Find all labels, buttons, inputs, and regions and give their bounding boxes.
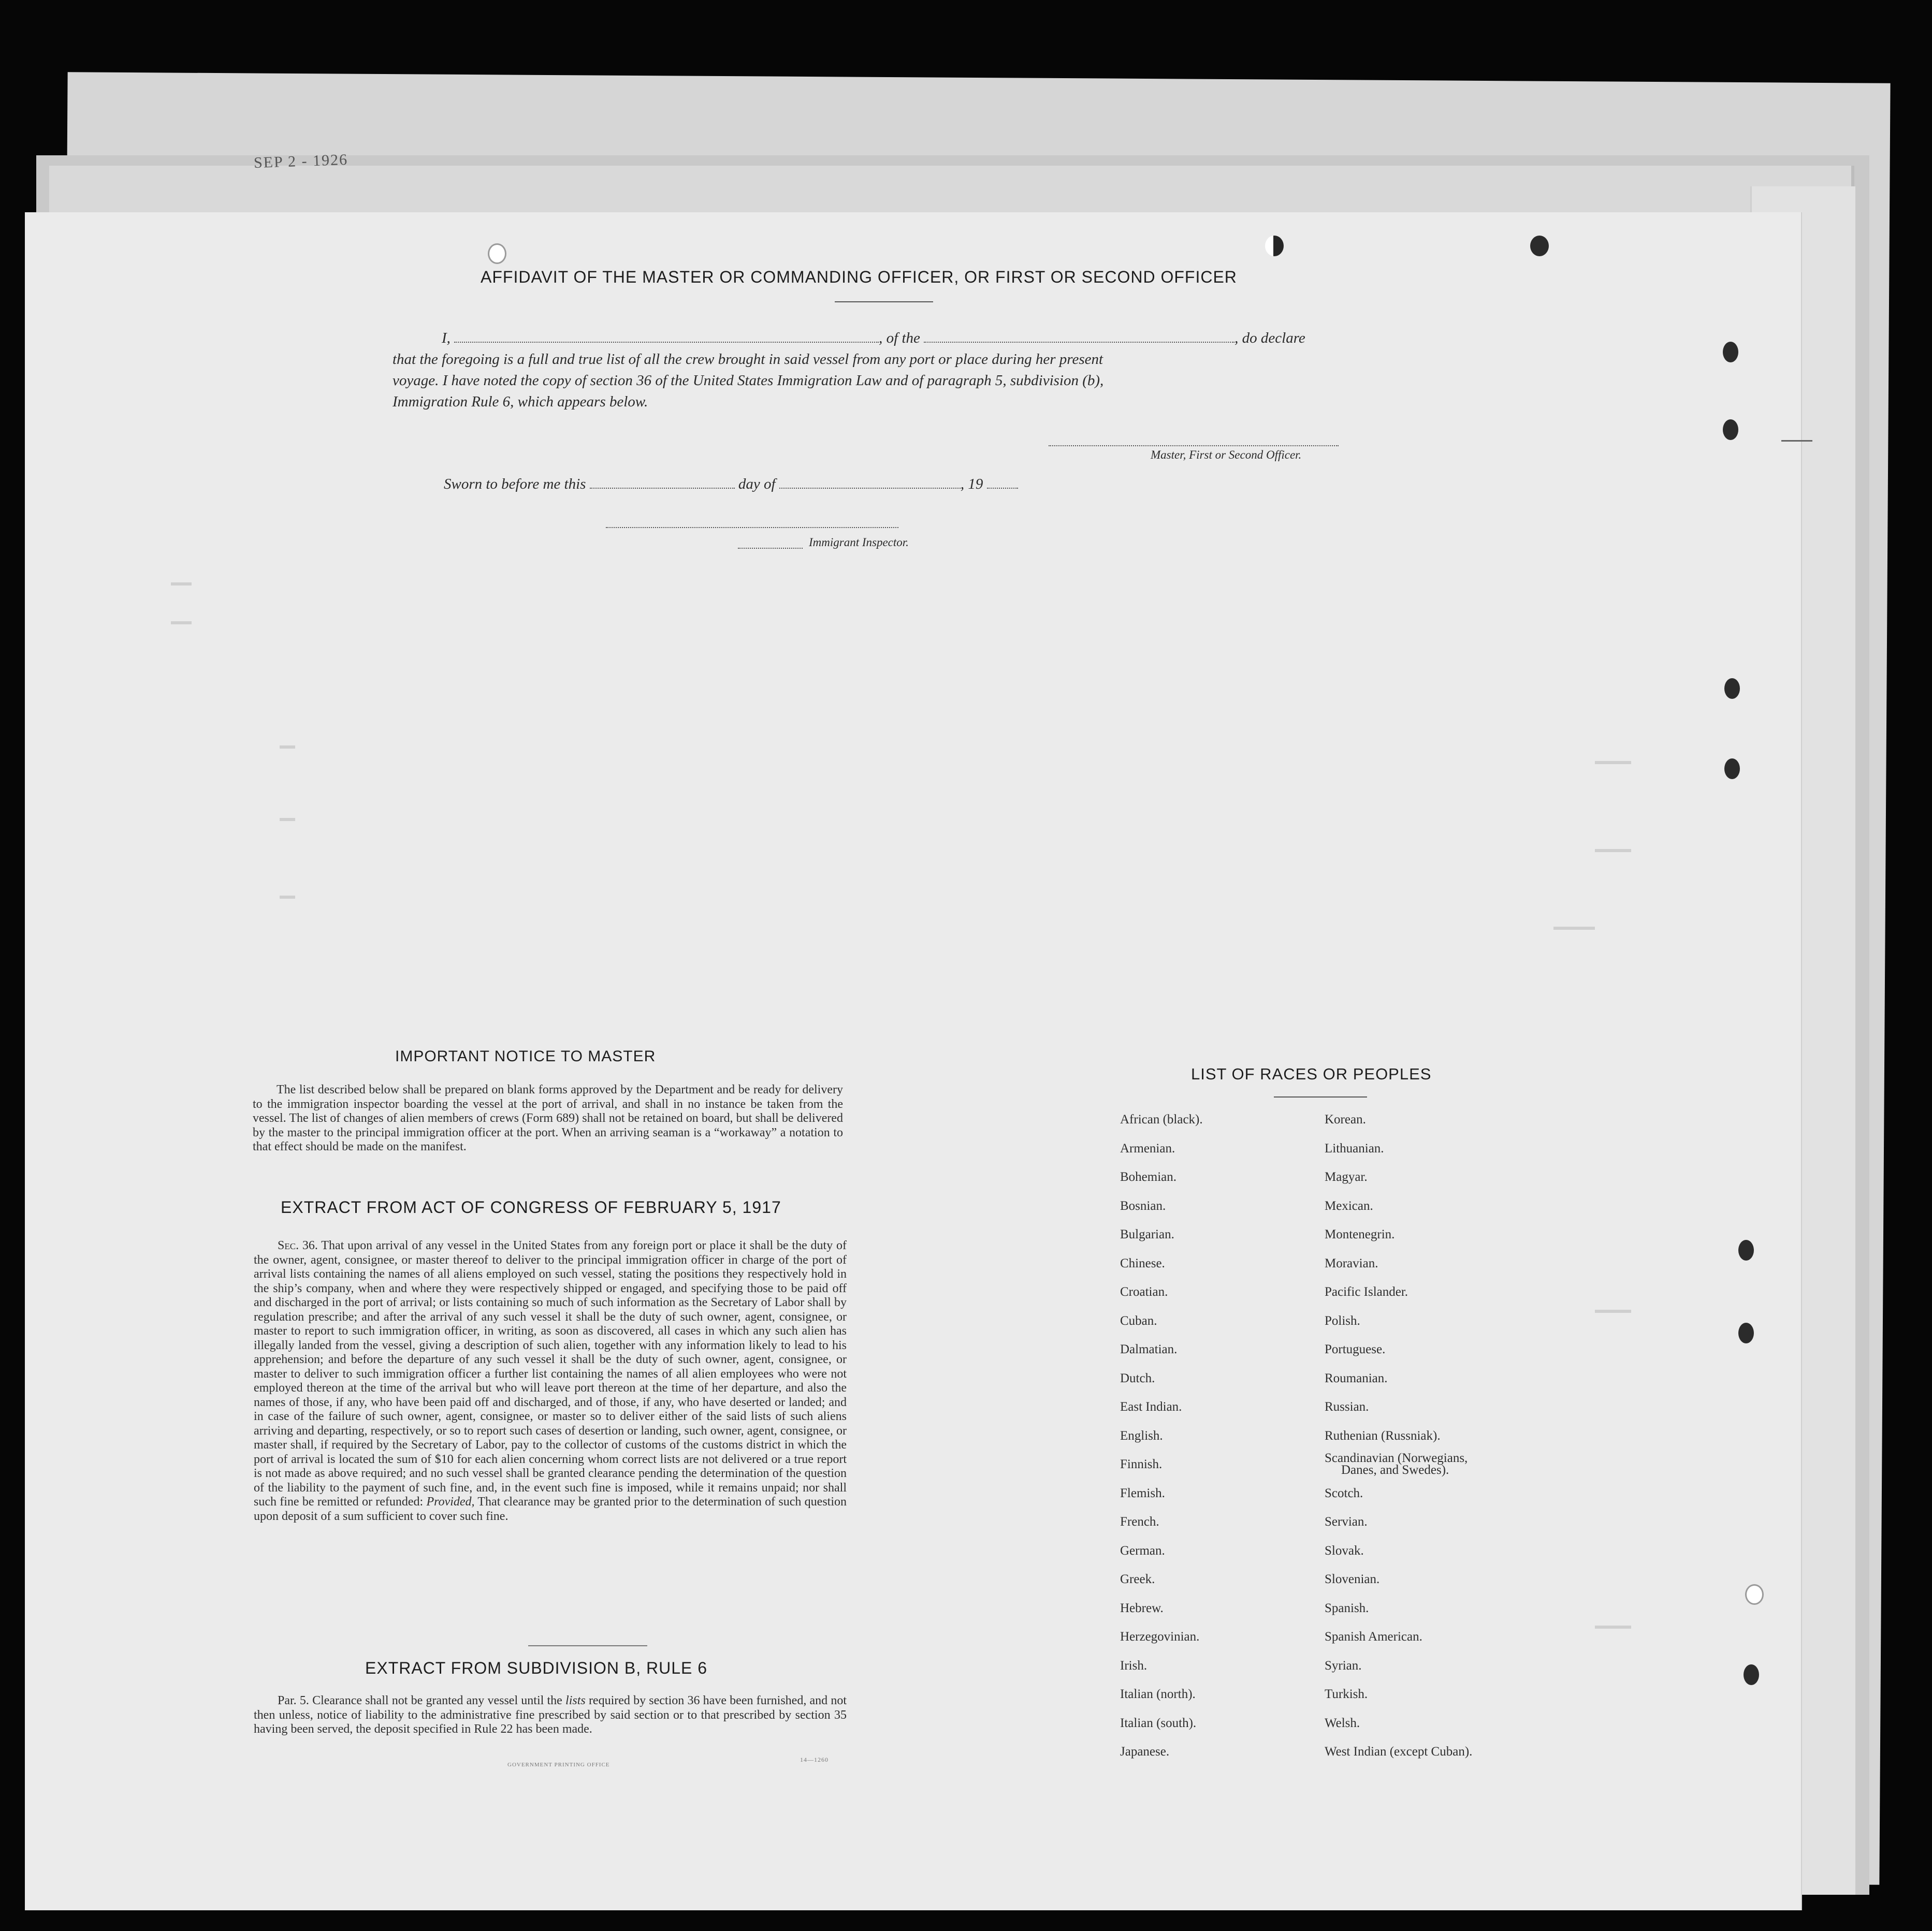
race-item: Bosnian. — [1120, 1198, 1166, 1213]
race-item-scandinavian: Scandinavian (Norwegians, — [1325, 1451, 1468, 1465]
sworn-year-blank[interactable] — [987, 475, 1018, 489]
race-item: Russian. — [1325, 1400, 1369, 1414]
race-item: Ruthenian (Russniak). — [1325, 1428, 1441, 1443]
affidavit-declare: , do declare — [1234, 330, 1305, 346]
race-item: Hebrew. — [1120, 1601, 1164, 1615]
punch-hole — [1723, 419, 1738, 440]
affidavit-heading: AFFIDAVIT OF THE MASTER OR COMMANDING OFFICER, OR FIRST OR SECOND OFFICER — [481, 268, 1237, 286]
lists-word: lists — [565, 1694, 586, 1707]
races-column-1 — [1120, 1105, 1203, 1766]
vessel-blank[interactable] — [924, 329, 1234, 343]
ghost-mark — [280, 896, 295, 899]
race-item: Chinese. — [1120, 1256, 1165, 1270]
race-item-scandinavian-cont: Danes, and Swedes). — [1341, 1463, 1449, 1477]
affidavit-of-the: , of the — [879, 330, 920, 346]
sworn-day-blank[interactable] — [590, 475, 735, 489]
name-blank[interactable] — [454, 329, 879, 343]
race-item: Bohemian. — [1120, 1170, 1177, 1184]
ghost-mark — [1553, 927, 1595, 930]
form-number: 14—1260 — [800, 1756, 829, 1763]
ghost-mark — [1781, 440, 1812, 442]
punch-hole — [488, 243, 506, 264]
punch-hole — [1738, 1323, 1754, 1343]
race-item: Slovenian. — [1325, 1572, 1380, 1586]
section-divider — [528, 1645, 647, 1646]
inspector-dots — [738, 548, 803, 549]
rule-extract-text — [254, 1694, 847, 1737]
race-item: Irish. — [1120, 1658, 1147, 1673]
punch-hole — [1745, 1584, 1764, 1605]
race-item: Scotch. — [1325, 1486, 1363, 1500]
race-item: Moravian. — [1325, 1256, 1378, 1270]
race-item: Spanish. — [1325, 1601, 1369, 1615]
race-item: Servian. — [1325, 1515, 1368, 1529]
par-label: Par. 5. — [278, 1694, 309, 1707]
race-item: Pacific Islander. — [1325, 1285, 1408, 1299]
rule-text-b: required by section 36 have been furnished, and not then unless, notice of liability to the administrative fine prescribed by said section or to that prescribed by section 35 having been served, the deposit specified in Rule 22 has been made. — [254, 1694, 847, 1736]
race-item: English. — [1120, 1428, 1163, 1443]
race-item: Magyar. — [1325, 1170, 1368, 1184]
printer-mark: GOVERNMENT PRINTING OFFICE — [507, 1762, 610, 1768]
punch-hole — [1265, 236, 1284, 256]
ghost-mark — [1595, 1626, 1631, 1629]
notice-body — [253, 1083, 843, 1154]
act-text-end: That clearance may be granted prior to the determination of such question upon deposit of a sum sufficient to cover such fine. — [254, 1495, 847, 1523]
sworn-year: , 19 — [960, 476, 983, 492]
race-item: Lithuanian. — [1325, 1141, 1384, 1155]
race-item: Finnish. — [1120, 1457, 1163, 1471]
race-item: Korean. — [1325, 1113, 1366, 1127]
race-item: East Indian. — [1120, 1400, 1182, 1414]
race-item: Italian (south). — [1120, 1716, 1197, 1730]
affidavit-line-1 — [393, 328, 1376, 349]
punch-hole — [1724, 758, 1740, 779]
races-heading: LIST OF RACES OR PEOPLES — [1191, 1065, 1432, 1083]
punch-hole — [1744, 1664, 1759, 1685]
rule-extract-heading: EXTRACT FROM SUBDIVISION B, RULE 6 — [365, 1659, 708, 1677]
race-item: Roumanian. — [1325, 1371, 1388, 1385]
master-signature-line[interactable] — [1049, 445, 1339, 446]
race-item: German. — [1120, 1543, 1165, 1558]
race-item: French. — [1120, 1515, 1159, 1529]
punch-hole — [1723, 342, 1738, 362]
master-signature-label: Master, First or Second Officer. — [1151, 448, 1302, 461]
race-item: Portuguese. — [1325, 1342, 1386, 1356]
ghost-mark — [280, 745, 295, 749]
races-heading-rule — [1274, 1096, 1367, 1098]
sworn-lead: Sworn to before me this — [444, 476, 586, 492]
affidavit-paragraph — [393, 328, 1376, 413]
races-column-2 — [1325, 1105, 1472, 1766]
race-item: Mexican. — [1325, 1198, 1373, 1213]
sworn-month-blank[interactable] — [779, 475, 961, 489]
race-item: Welsh. — [1325, 1716, 1360, 1730]
race-item: Syrian. — [1325, 1658, 1362, 1673]
ghost-mark — [1595, 1310, 1631, 1313]
act-text-main: That upon arrival of any vessel in the United States from any foreign port or place it shall be the duty of the owner, agent, consignee, or master thereof to deliver to the principal immigration officer in charge of the port of arrival lists containing the names of all aliens employed on such vessel, stating the positions they respectively hold in the ship’s company, when and where they were respectively shipped or engaged, and specifying those to be paid off and discharged in the port of arrival; or lists containing so much of such information as the Secretary of Labor shall by regulation prescribe; and after the arrival of any such vessel it shall be the duty of such owner, agent, consignee, or master to report to such immigration officer, in writing, as soon as discovered, all cases in which any such alien has illegally landed from the vessel, giving a description of such alien, together with any information likely to lead to his apprehension; and before the departure of any such vessel it shall be the duty of such owner, agent, consignee, or master to deliver to such immigration officer a further list containing the names of all alien employees who were not employed thereon at the time of the arrival but who will leave port thereon at the time of her departure, and also the names of those, if any, who have been paid off and discharged, and of those, if any, who have deserted or landed; and in case of the failure of such owner, agent, consignee, or master so to deliver either of the said lists of such aliens arriving and departing, respectively, or so to report such cases of desertion or landing, such owner, agent, consignee, or master shall, if required by the Secretary of Labor, pay to the collector of customs of the customs district in which the port of arrival is located the sum of $10 for each alien concerning whom correct lists are not delivered or a true report is not made as above required; and no such vessel shall be granted clearance pending the determination of the question of the liability to the payment of such fine, and, in the event such fine is imposed, while it remains unpaid; nor shall such fine be remitted or refunded: — [254, 1239, 847, 1509]
race-item: Polish. — [1325, 1313, 1360, 1328]
rule-text-a: Clearance shall not be granted any vessel until the — [312, 1694, 562, 1707]
race-item: Italian (north). — [1120, 1687, 1196, 1701]
race-item: West Indian (except Cuban). — [1325, 1745, 1473, 1759]
inspector-signature-line[interactable] — [606, 527, 898, 528]
act-extract-text — [254, 1239, 847, 1524]
race-item: African (black). — [1120, 1113, 1203, 1127]
punch-hole — [1530, 236, 1549, 256]
affidavit-line-3: voyage. I have noted the copy of section 36 of the United States Immigration Law and of paragraph 5, subdivision (b), — [393, 372, 1104, 389]
ghost-mark — [171, 582, 192, 586]
affidavit-line-4: Immigration Rule 6, which appears below. — [393, 393, 648, 410]
affidavit-line-2: that the foregoing is a full and true list of all the crew brought in said vessel from any port or place during her present — [393, 351, 1103, 368]
race-item: Turkish. — [1325, 1687, 1368, 1701]
act-extract-body — [254, 1239, 847, 1524]
race-item: Cuban. — [1120, 1313, 1157, 1328]
punch-hole — [1738, 1240, 1754, 1261]
ghost-mark — [280, 818, 295, 821]
race-item: Slovak. — [1325, 1543, 1364, 1558]
race-item — [1325, 1450, 1472, 1479]
document-page — [25, 212, 1801, 1910]
race-item: Dutch. — [1120, 1371, 1155, 1385]
section-label: Sec. 36. — [278, 1239, 318, 1252]
race-item: Japanese. — [1120, 1745, 1170, 1759]
race-item: Spanish American. — [1325, 1630, 1422, 1644]
provided-word: Provided, — [426, 1495, 475, 1509]
race-item: Croatian. — [1120, 1285, 1168, 1299]
race-item: Greek. — [1120, 1572, 1155, 1586]
ghost-mark — [171, 621, 192, 624]
inspector-label: Immigrant Inspector. — [809, 536, 909, 549]
sworn-day-of: day of — [738, 476, 776, 492]
race-item: Flemish. — [1120, 1486, 1165, 1500]
date-stamp: SEP 2 - 1926 — [253, 151, 348, 172]
notice-text: The list described below shall be prepared on blank forms approved by the Department and be ready for delivery to the immigration inspector boarding the vessel at the port of arrival, and shall in no instance be taken from the vessel. The list of changes of alien members of crews (Form 689) shall not be retained on board, but shall be delivered by the master to the principal immigration officer at the port. When an arriving seaman is a “workaway” a notation to that effect should be made on the manifest. — [253, 1083, 843, 1153]
sworn-line — [444, 475, 1018, 493]
race-item: Bulgarian. — [1120, 1227, 1174, 1241]
notice-heading: IMPORTANT NOTICE TO MASTER — [395, 1048, 656, 1065]
race-item: Herzegovinian. — [1120, 1630, 1200, 1644]
ghost-mark — [1595, 849, 1631, 852]
race-item: Armenian. — [1120, 1141, 1175, 1155]
race-item: Dalmatian. — [1120, 1342, 1178, 1356]
affidavit-lead: I, — [442, 330, 451, 346]
ghost-mark — [1595, 761, 1631, 764]
heading-rule — [835, 301, 933, 302]
punch-hole — [1724, 678, 1740, 699]
rule-extract-body — [254, 1694, 847, 1737]
race-item: Montenegrin. — [1325, 1227, 1395, 1241]
act-extract-heading: EXTRACT FROM ACT OF CONGRESS OF FEBRUARY 5, 1917 — [281, 1198, 781, 1217]
